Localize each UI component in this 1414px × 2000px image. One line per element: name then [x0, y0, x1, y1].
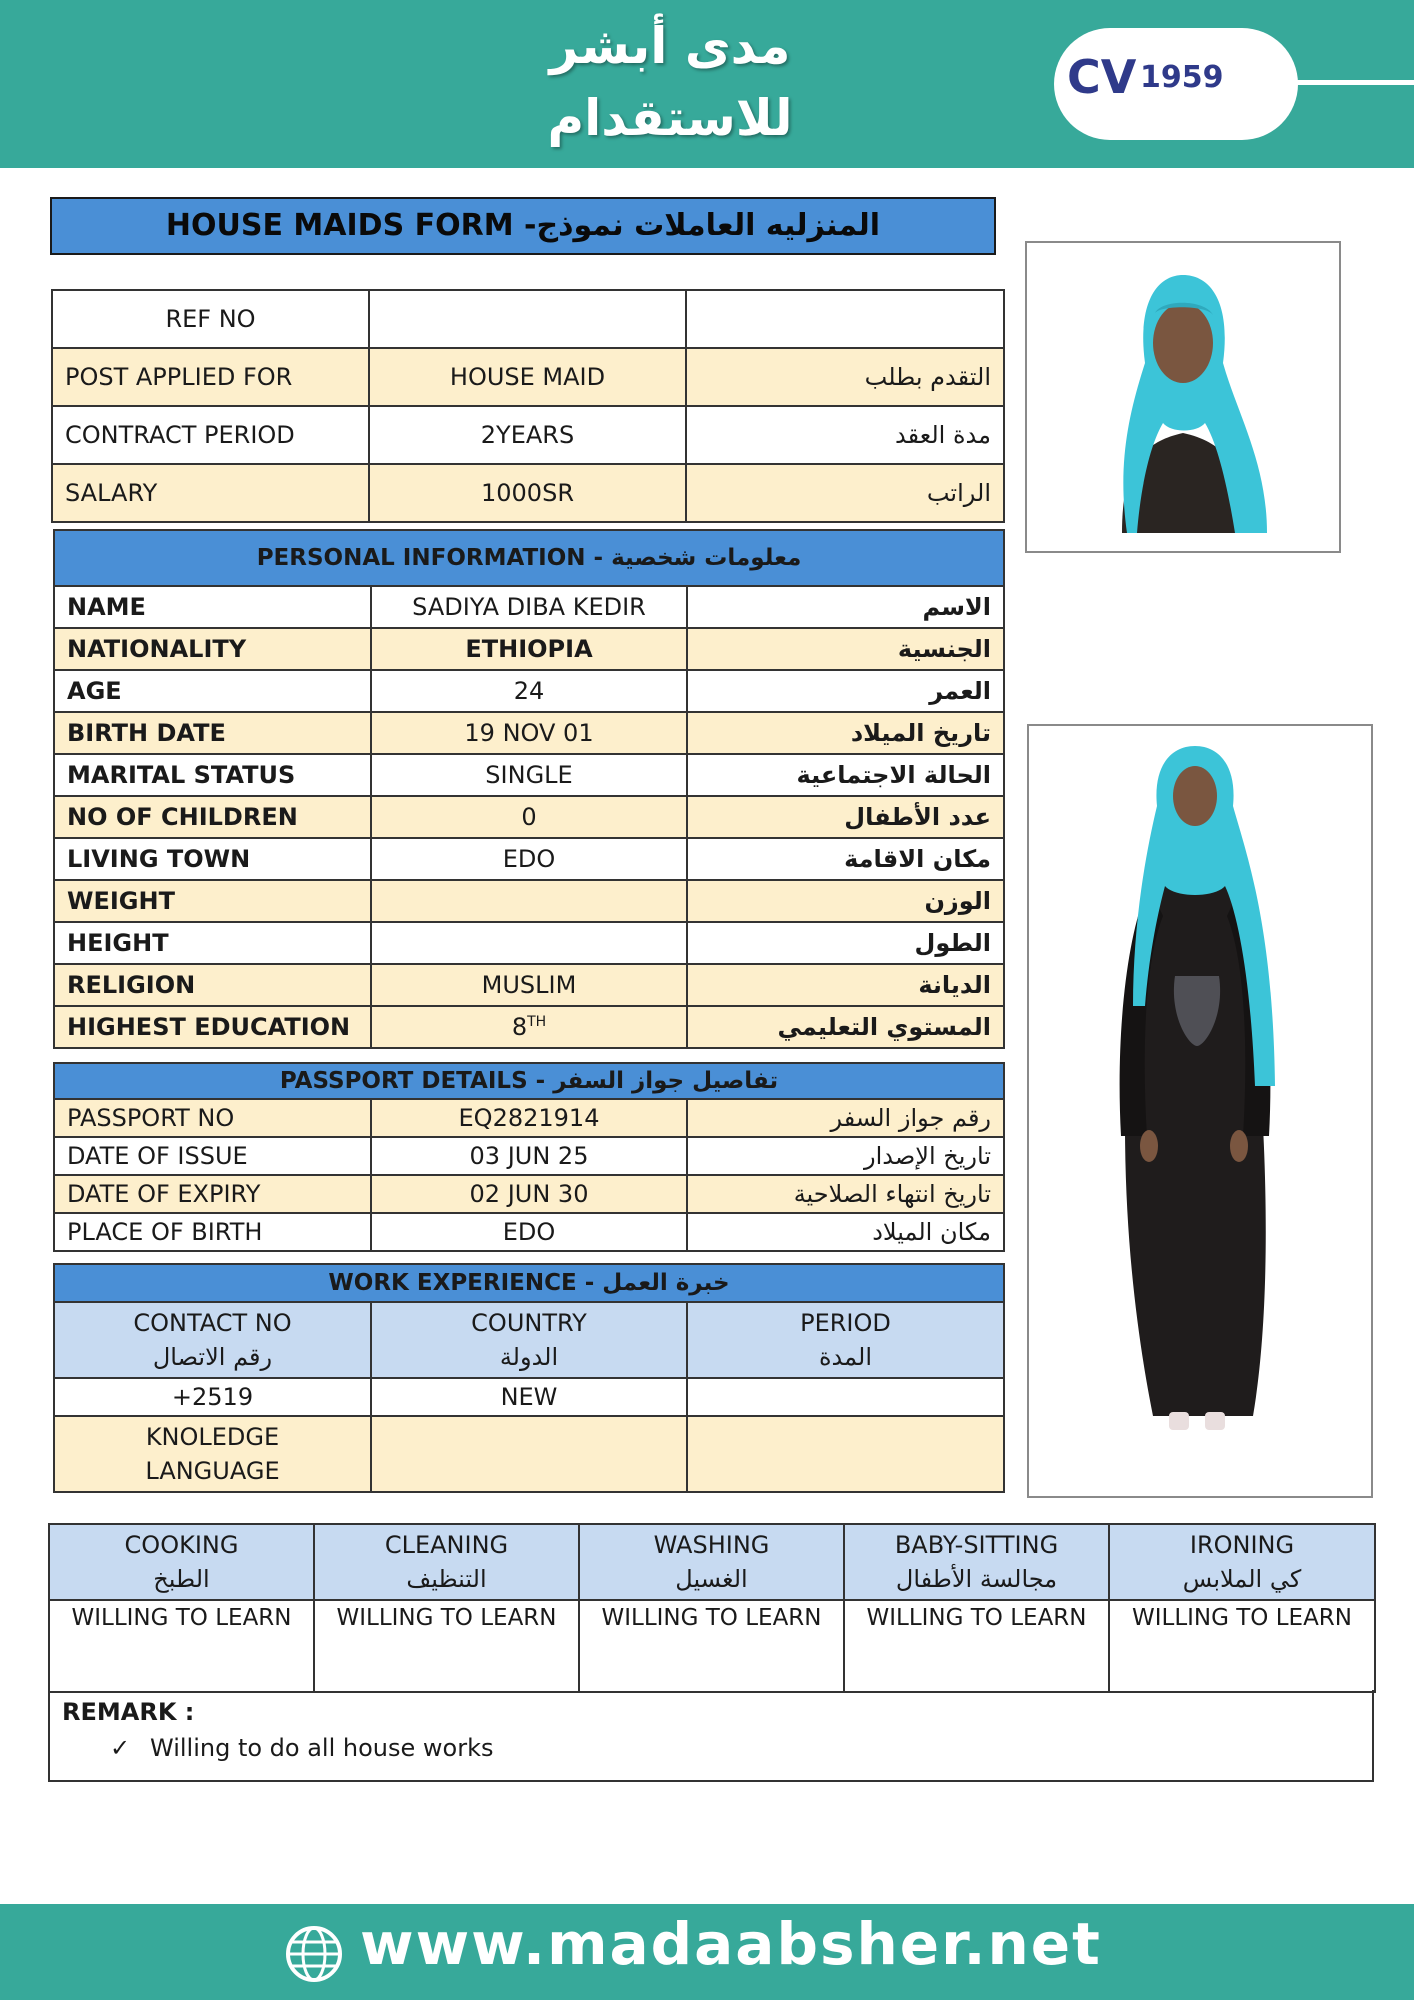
marital-status-label: MARITAL STATUS — [54, 754, 371, 796]
cv-label: CV — [1067, 50, 1137, 104]
table-row — [54, 1213, 1004, 1251]
expiry-date-ar: تاريخ انتهاء الصلاحية — [687, 1175, 1004, 1213]
living-town-label: LIVING TOWN — [54, 838, 371, 880]
table-row — [54, 670, 1004, 712]
birth-date-ar: تاريخ الميلاد — [687, 712, 1004, 754]
section-header-row — [54, 1264, 1004, 1302]
living-town-ar: مكان الاقامة — [687, 838, 1004, 880]
age-value: 24 — [371, 670, 687, 712]
portrait-photo — [1025, 241, 1341, 553]
full-body-photo — [1027, 724, 1373, 1498]
country-header — [371, 1302, 687, 1378]
religion-value: MUSLIM — [371, 964, 687, 1006]
salary-value: 1000SR — [369, 464, 686, 522]
skill-value-baby-sitting: WILLING TO LEARN — [844, 1600, 1109, 1692]
country-en: COUNTRY — [471, 1309, 587, 1337]
personal-info-title: PERSONAL INFORMATION - معلومات شخصية — [54, 530, 1004, 586]
table-row — [54, 880, 1004, 922]
table-row — [54, 1099, 1004, 1137]
issue-date-value: 03 JUN 25 — [371, 1137, 687, 1175]
knowledge-label: KNOLEDGE — [145, 1423, 280, 1451]
ref-no-label: REF NO — [52, 290, 369, 348]
skill-en: IRONING — [1189, 1531, 1295, 1559]
table-row — [54, 1416, 1004, 1492]
education-label: HIGHEST EDUCATION — [54, 1006, 371, 1048]
skill-en: CLEANING — [384, 1531, 509, 1559]
table-row — [52, 406, 1004, 464]
language-label: LANGUAGE — [145, 1457, 280, 1485]
table-row — [54, 1137, 1004, 1175]
age-label: AGE — [54, 670, 371, 712]
form-title: HOUSE MAIDS FORM -المنزليه العاملات نموذج — [50, 197, 996, 255]
weight-value — [371, 880, 687, 922]
issue-date-label: DATE OF ISSUE — [54, 1137, 371, 1175]
skill-ar: مجالسة الأطفال — [895, 1565, 1058, 1593]
height-ar: الطول — [687, 922, 1004, 964]
table-row — [54, 1006, 1004, 1048]
remark-text: Willing to do all house works — [150, 1734, 494, 1762]
passport-title: PASSPORT DETAILS - تفاصيل جواز السفر — [54, 1063, 1004, 1099]
education-superscript: TH — [527, 1014, 547, 1030]
table-header-row — [49, 1524, 1375, 1600]
education-value — [371, 1006, 687, 1048]
portrait-illustration — [1027, 243, 1339, 551]
table-row — [54, 754, 1004, 796]
application-table — [51, 289, 1005, 523]
brand-line-1: مدى أبشر — [549, 17, 791, 75]
age-ar: العمر — [687, 670, 1004, 712]
table-row — [52, 290, 1004, 348]
passport-no-value: EQ2821914 — [371, 1099, 687, 1137]
remark-title: REMARK : — [62, 1698, 195, 1726]
period-header — [687, 1302, 1004, 1378]
table-row — [54, 1378, 1004, 1416]
nationality-value: ETHIOPIA — [371, 628, 687, 670]
post-applied-label: POST APPLIED FOR — [52, 348, 369, 406]
children-label: NO OF CHILDREN — [54, 796, 371, 838]
weight-label: WEIGHT — [54, 880, 371, 922]
contact-no-value: +2519 — [54, 1378, 371, 1416]
passport-table — [53, 1062, 1005, 1252]
period-value — [687, 1378, 1004, 1416]
cv-number: 1959 — [1140, 60, 1224, 95]
skill-ar: الغسيل — [675, 1565, 748, 1593]
knowledge-language-label — [54, 1416, 371, 1492]
brand-logo — [470, 10, 870, 154]
place-of-birth-label: PLACE OF BIRTH — [54, 1213, 371, 1251]
website-link[interactable]: www.madaabsher.net — [360, 1910, 1102, 1978]
nationality-label: NATIONALITY — [54, 628, 371, 670]
contract-period-label: CONTRACT PERIOD — [52, 406, 369, 464]
country-value: NEW — [371, 1378, 687, 1416]
post-applied-value: HOUSE MAID — [369, 348, 686, 406]
marital-status-value: SINGLE — [371, 754, 687, 796]
education-ar: المستوي التعليمي — [687, 1006, 1004, 1048]
check-icon: ✓ — [110, 1734, 131, 1762]
skill-ar: التنظيف — [406, 1565, 487, 1593]
table-row — [52, 464, 1004, 522]
globe-icon — [284, 1924, 344, 1984]
name-value: SADIYA DIBA KEDIR — [371, 586, 687, 628]
table-row — [54, 964, 1004, 1006]
table-row — [54, 712, 1004, 754]
passport-no-label: PASSPORT NO — [54, 1099, 371, 1137]
children-value: 0 — [371, 796, 687, 838]
table-row — [54, 922, 1004, 964]
knowledge-value-2 — [687, 1416, 1004, 1492]
table-header-row — [54, 1302, 1004, 1378]
skill-value-cleaning: WILLING TO LEARN — [314, 1600, 579, 1692]
skill-ar: كي الملابس — [1182, 1565, 1302, 1593]
skill-value-washing: WILLING TO LEARN — [579, 1600, 844, 1692]
nationality-ar: الجنسية — [687, 628, 1004, 670]
ref-no-value — [369, 290, 686, 348]
skills-table — [48, 1523, 1376, 1693]
skill-en: BABY-SITTING — [894, 1531, 1059, 1559]
section-header-row — [54, 530, 1004, 586]
skill-value-ironing: WILLING TO LEARN — [1109, 1600, 1375, 1692]
skill-header-baby-sitting — [844, 1524, 1109, 1600]
expiry-date-label: DATE OF EXPIRY — [54, 1175, 371, 1213]
contact-no-header — [54, 1302, 371, 1378]
table-row — [54, 628, 1004, 670]
post-applied-ar: التقدم بطلب — [686, 348, 1004, 406]
contact-no-en: CONTACT NO — [133, 1309, 292, 1337]
section-header-row — [54, 1063, 1004, 1099]
header-divider-line — [1296, 80, 1414, 85]
skill-header-ironing — [1109, 1524, 1375, 1600]
period-en: PERIOD — [800, 1309, 891, 1337]
place-of-birth-ar: مكان الميلاد — [687, 1213, 1004, 1251]
knowledge-value-1 — [371, 1416, 687, 1492]
table-row — [54, 838, 1004, 880]
brand-line-2: للاستقدام — [547, 89, 793, 147]
children-ar: عدد الأطفال — [687, 796, 1004, 838]
marital-status-ar: الحالة الاجتماعية — [687, 754, 1004, 796]
contract-period-ar: مدة العقد — [686, 406, 1004, 464]
work-experience-table — [53, 1263, 1005, 1493]
personal-info-table — [53, 529, 1005, 1049]
country-ar: الدولة — [499, 1343, 559, 1371]
contract-period-value: 2YEARS — [369, 406, 686, 464]
table-row — [49, 1600, 1375, 1692]
religion-ar: الديانة — [687, 964, 1004, 1006]
skill-header-cleaning — [314, 1524, 579, 1600]
education-number: 8 — [511, 1013, 528, 1041]
contact-no-ar: رقم الاتصال — [152, 1343, 273, 1371]
table-row — [54, 1175, 1004, 1213]
expiry-date-value: 02 JUN 30 — [371, 1175, 687, 1213]
skill-en: COOKING — [124, 1531, 239, 1559]
place-of-birth-value: EDO — [371, 1213, 687, 1251]
name-ar: الاسم — [687, 586, 1004, 628]
salary-ar: الراتب — [686, 464, 1004, 522]
birth-date-label: BIRTH DATE — [54, 712, 371, 754]
ref-no-ar — [686, 290, 1004, 348]
period-ar: المدة — [818, 1343, 873, 1371]
skill-ar: الطبخ — [153, 1565, 210, 1593]
name-label: NAME — [54, 586, 371, 628]
remark-item — [110, 1734, 493, 1762]
table-row — [52, 348, 1004, 406]
passport-no-ar: رقم جواز السفر — [687, 1099, 1004, 1137]
salary-label: SALARY — [52, 464, 369, 522]
height-value — [371, 922, 687, 964]
religion-label: RELIGION — [54, 964, 371, 1006]
table-row — [54, 586, 1004, 628]
birth-date-value: 19 NOV 01 — [371, 712, 687, 754]
weight-ar: الوزن — [687, 880, 1004, 922]
table-row — [54, 796, 1004, 838]
skill-value-cooking: WILLING TO LEARN — [49, 1600, 314, 1692]
issue-date-ar: تاريخ الإصدار — [687, 1137, 1004, 1175]
living-town-value: EDO — [371, 838, 687, 880]
height-label: HEIGHT — [54, 922, 371, 964]
work-experience-title: WORK EXPERIENCE - خبرة العمل — [54, 1264, 1004, 1302]
skill-header-cooking — [49, 1524, 314, 1600]
remark-box — [48, 1690, 1374, 1782]
skill-header-washing — [579, 1524, 844, 1600]
skill-en: WASHING — [653, 1531, 770, 1559]
full-body-illustration — [1029, 726, 1371, 1496]
